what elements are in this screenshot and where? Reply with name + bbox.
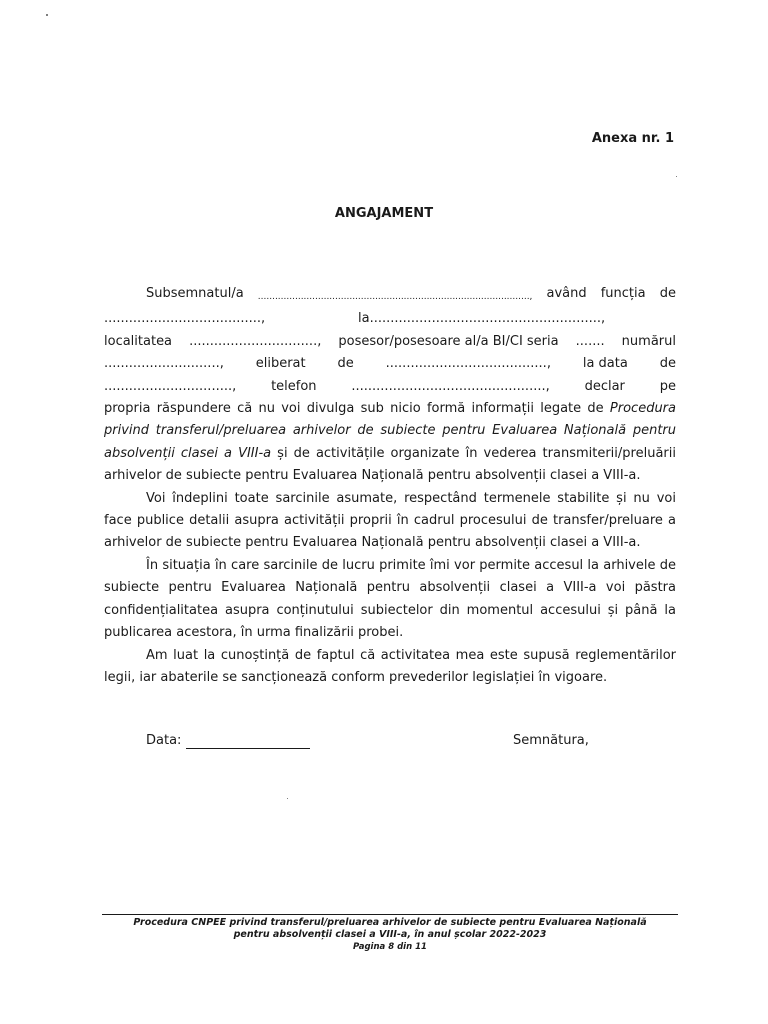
signature-label: Semnătura, (513, 733, 589, 748)
paragraph-confidentiality: În situația în care sarcinile de lucru primite îmi vor permite accesul la arhivele de subiecte pentru Evaluarea Națională pentru absolvenții clasei a VIII-a voi păstra confidențialitatea asupra conținutului subiectelor din momentul accesului și până la publicarea acestora, în urma finalizării probei. (104, 557, 676, 641)
form-field-issue-date: ..............................., (104, 378, 237, 394)
form-field-issuer: ......................................., (385, 356, 551, 372)
form-label-numarul: numărul (621, 333, 676, 349)
form-field-locality: ..............................., (189, 333, 322, 349)
paragraph-declaration (104, 398, 676, 488)
form-line-phone (104, 376, 676, 398)
form-label-la-data: la data (582, 356, 628, 372)
scan-speck (46, 14, 48, 16)
form-label-functia: funcția (600, 286, 646, 301)
paragraph-declaration-end: și de activitățile organizate în vederea transmiterii/preluării arhivelor de subiecte pentru Evaluarea Națională pentru absolvenții clasei a VIII-a. (104, 445, 676, 484)
form-field-function: ......................................, (104, 311, 266, 327)
document-title: ANGAJAMENT (334, 206, 434, 221)
paragraph-tasks: Voi îndeplini toate sarcinile asumate, respectând termenele stabilite și nu voi face publice detalii asupra activității proprii în cadrul procesului de transfer/preluare a arhivelor de subiecte pentru Evaluarea Națională pentru absolvenții clasei a VIII-a. (104, 490, 676, 551)
page-footer (102, 911, 678, 953)
form-field-phone: ..............................................., (351, 378, 550, 394)
form-label-declar: declar (584, 378, 625, 394)
date-field-line (186, 748, 310, 749)
form-label-de: de (337, 356, 354, 372)
form-label-de: de (659, 356, 676, 372)
form-field-id-series: ....... (575, 333, 605, 349)
form-label-telefon: telefon (271, 378, 317, 394)
form-label-subsemnatul: Subsemnatul/a (146, 286, 244, 301)
form-field-id-number: ............................, (104, 356, 224, 372)
annex-number: Anexa nr. 1 (591, 131, 674, 146)
form-line-function (104, 308, 676, 330)
procedure-name: Procedura privind transferul/preluarea arhivelor de subiecte pentru Evaluarea Națională pentru absolvenții clasei a VIII-a (104, 401, 676, 461)
document-body (104, 283, 676, 689)
form-label-pe: pe (659, 378, 676, 394)
date-label: Data: (146, 733, 182, 748)
footer-page-number: Pagina 8 din 11 (353, 942, 427, 952)
paragraph-legal: Am luat la cunoștință de faptul că activitatea mea este supusă reglementărilor legii, iar abaterile se sancționează conform prevederilor legislației în vigoare. (104, 647, 676, 685)
scan-speck (287, 798, 288, 799)
footer-year-line: pentru absolvenții clasei a VIII-a, în anul școlar 2022-2023 (233, 929, 547, 940)
form-field-name: ..............................................................................................., (257, 292, 533, 302)
form-line-name (104, 283, 676, 308)
form-line-id-issue (104, 353, 676, 375)
form-label-localitatea: localitatea (104, 333, 173, 349)
form-label-de: de (659, 286, 676, 301)
footer-procedure-line: Procedura CNPEE privind transferul/preluarea arhivelor de subiecte pentru Evaluarea Națională (133, 917, 647, 928)
form-line-locality (104, 331, 676, 353)
form-label-avand: având (546, 286, 587, 301)
scan-speck (676, 176, 677, 177)
form-label-id-series: posesor/posesoare al/a BI/CI seria (338, 333, 559, 349)
form-field-workplace: la........................................................, (358, 311, 606, 327)
paragraph-declaration-start: propria răspundere că nu voi divulga sub nicio formă informații legate de (104, 401, 610, 417)
form-label-eliberat: eliberat (255, 356, 306, 372)
